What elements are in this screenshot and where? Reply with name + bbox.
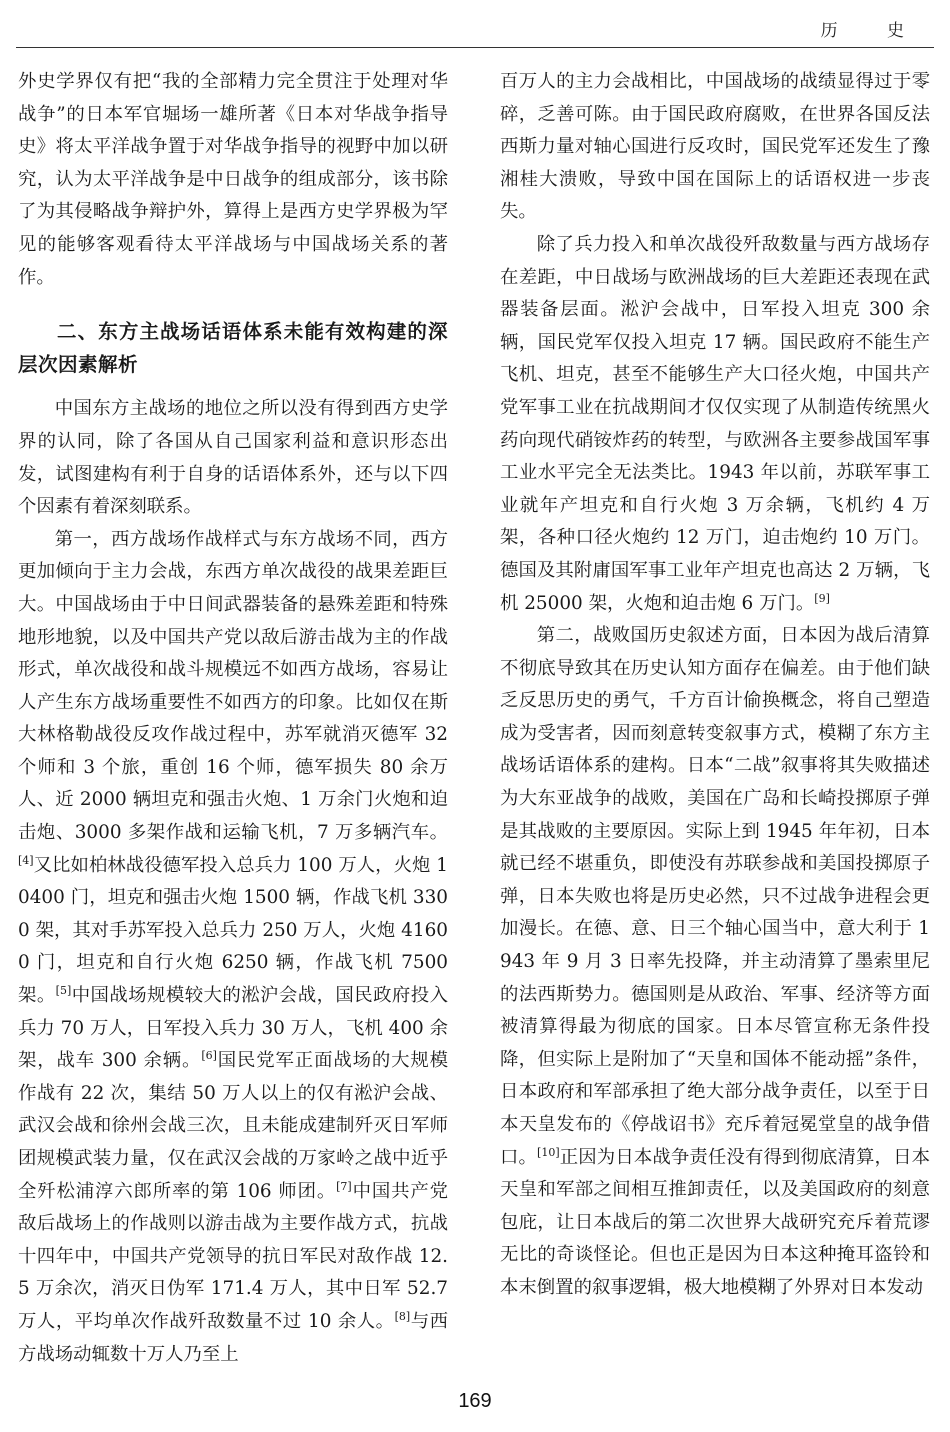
text-segment: 第一，西方战场作战样式与东方战场不同，西方更加倾向于主力会战，东西方单次战役的战果差距巨大。中国战场由于中日间武器装备的悬殊差距和特殊地形地貌，以及中国共产党以敌后游击战为主的作战形式，单次战役和战斗规模远不如西方战场，容易让人产生东方战场重要性不如西方的印象。比如仅在斯大林格勒战役反攻作战过程中，苏军就消灭德军 32 个师和 3 个旅，重创 16 个师，德军损失 80 余万人、近 2000 辆坦克和强击火炮、1 万余门火炮和迫击炮、3000 多架作战和运输飞机，7 万多辆汽车。 xyxy=(18,528,448,844)
text-segment: 除了兵力投入和单次战役歼敌数量与西方战场存在差距，中日战场与欧洲战场的巨大差距还表现在武器装备层面。淞沪会战中，日军投入坦克 300 余辆，国民党军仅投入坦克 17 辆。国民政府不能生产飞机、坦克，甚至不能够生产大口径火炮，中国共产党军事工业在抗战期间才仅仅实现了从制造传统黑火药向现代硝铵炸药的转型，与欧洲各主要参战国军事工业水平完全无法类比。1943 年以前，苏联军事工业就年产坦克和自行火炮 3 万余辆，飞机约 4 万架，各种口径火炮约 12 万门，迫击炮约 10 万门。德国及其附庸国军事工业年产坦克也高达 2 万辆，飞机 25000 架，火炮和迫击炮 6 万门。 xyxy=(500,233,930,614)
paragraph-continued: 百万人的主力会战相比，中国战场的战绩显得过于零碎，乏善可陈。由于国民政府腐败，在世界各国反法西斯力量对轴心国进行反攻时，国民党军还发生了豫湘桂大溃败，导致中国在国际上的话语权进一步丧失。 xyxy=(500,71,930,223)
paragraph-first-factor xyxy=(18,524,448,1371)
running-head: 历 史 xyxy=(820,21,926,41)
text-segment: 国民党军正面战场的大规模作战有 22 次，集结 50 万人以上的仅有淞沪会战、武汉会战和徐州会战三次，且未能成建制歼灭日军师团规模武装力量，仅在武汉会战的万家岭之战中近乎全歼松浦淳六郎所率的第 106 师团。 xyxy=(18,1050,448,1202)
citation-4: [4] xyxy=(18,853,34,867)
header-rule xyxy=(16,47,934,48)
right-column xyxy=(500,66,930,1305)
text-segment: 与西方战场动辄数十万人乃至上 xyxy=(18,1310,448,1365)
text-segment: 第二，战败国历史叙述方面，日本因为战后清算不彻底导致其在历史认知方面存在偏差。由于他们缺乏反思历史的勇气，千方百计偷换概念，将自己塑造成为受害者，因而刻意转变叙事方式，模糊了东方主战场话语体系的建构。日本“二战”叙事将其失败描述为大东亚战争的战败，美国在广岛和长崎投掷原子弹是其战败的主要原因。实际上到 1945 年年初，日本就已经不堪重负，即使没有苏联参战和美国投掷原子弹，日本失败也将是历史必然，只不过战争进程会更加漫长。在德、意、日三个轴心国当中，意大利于 1943 年 9 月 3 日率先投降，并主动清算了墨索里尼的法西斯势力。德国则是从政治、军事、经济等方面被清算得最为彻底的国家。日本尽管宣称无条件投降，但实际上是附加了“天皇和国体不能动摇”条件，日本政府和军部承担了绝大部分战争责任，以至于日本天皇发布的《停战诏书》充斥着冠冕堂皇的战争借口。 xyxy=(500,625,930,1168)
text-segment: 又比如柏林战役德军投入总兵力 100 万人，火炮 10400 门，坦克和强击火炮 1500 辆，作战飞机 3300 架，其对手苏军投入总兵力 250 万人，火炮 41600 门，坦克和自行火炮 6250 辆，作战飞机 7500 架。 xyxy=(18,854,448,1007)
text-segment: 中国战场规模较大的淞沪会战，国民政府投入兵力 70 万人，日军投入兵力 30 万人，飞机 400 余架，战车 300 余辆。 xyxy=(18,985,448,1072)
citation-9: [9] xyxy=(814,591,830,605)
left-column xyxy=(18,66,448,1371)
paragraph-weapons xyxy=(500,229,930,620)
citation-8: [8] xyxy=(394,1309,411,1323)
text-segment: 正因为日本战争责任没有得到彻底清算，日本天皇和军部之间相互推卸责任，以及美国政府的刻意包庇，让日本战后的第二次世界大战研究充斥着荒谬无比的奇谈怪论。但也正是因为日本这种掩耳盗铃和本末倒置的叙事逻辑，极大地模糊了外界对日本发动 xyxy=(500,1146,930,1298)
text-segment: 中国共产党敌后战场上的作战则以游击战为主要作战方式，抗战十四年中，中国共产党领导的抗日军民对敌作战 12.5 万余次，消灭日伪军 171.4 万人，其中日军 52.7 万人，平均单次作战歼敌数量不过 10 余人。 xyxy=(18,1180,448,1332)
citation-7: [7] xyxy=(336,1179,352,1193)
citation-6: [6] xyxy=(201,1049,217,1063)
paragraph-second-factor xyxy=(500,620,930,1304)
citation-10: [10] xyxy=(537,1145,560,1159)
section-heading: 二、东方主战场话语体系未能有效构建的深层次因素解析 xyxy=(18,320,448,376)
citation-5: [5] xyxy=(55,983,72,997)
page-number: 169 xyxy=(458,1390,492,1412)
paragraph-continued: 外史学界仅有把“我的全部精力完全贯注于处理对华战争”的日本军官堀场一雄所著《日本对华战争指导史》将太平洋战争置于对华战争指导的视野中加以研究，认为太平洋战争是中日战争的组成部分，该书除了为其侵略战争辩护外，算得上是西方史学界极为罕见的能够客观看待太平洋战场与中国战场关系的著作。 xyxy=(18,71,448,288)
paragraph-intro: 中国东方主战场的地位之所以没有得到西方史学界的认同，除了各国从自己国家利益和意识形态出发，试图建构有利于自身的话语体系外，还与以下四个因素有着深刻联系。 xyxy=(18,398,448,518)
